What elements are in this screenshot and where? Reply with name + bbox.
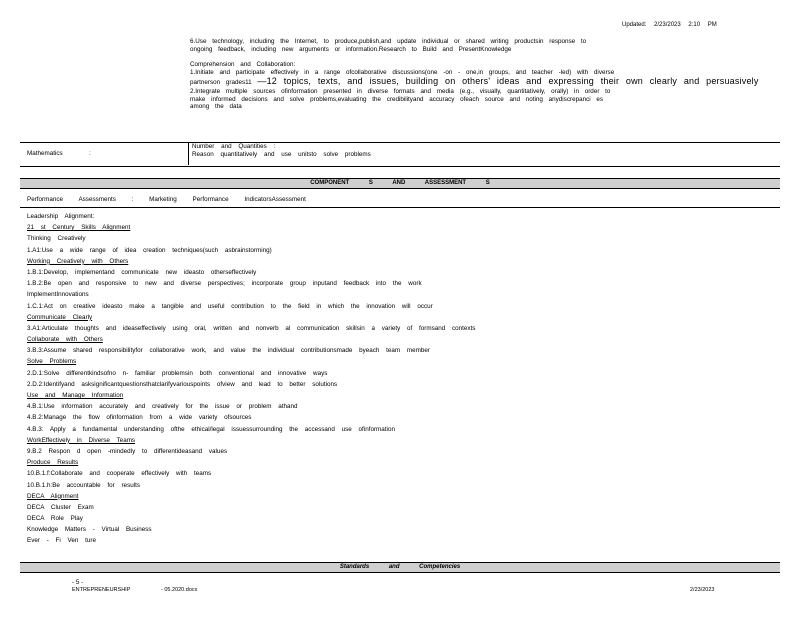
alignment-line: 4.B.2:Manage the flow ofinformation from a wide variety ofsources	[27, 414, 252, 422]
alignment-line: Leadership Alignment:	[27, 213, 95, 220]
table-divider	[188, 142, 189, 165]
mathematics-content	[192, 143, 371, 159]
alignment-heading: DECA Alignment	[27, 492, 79, 500]
footer-file: - 05.2020.docx	[161, 587, 198, 593]
table-rule	[20, 166, 780, 167]
alignment-line: 4.B.3: Apply a fundamental understanding ofthe ethical/legal issuessurrounding the accessand use ofinformation	[27, 425, 395, 433]
standard-line: 1.Initiate and participate effectively in a range ofcollaborative discussions(one -on - one,in groups, and teacher -led) with diverse	[190, 68, 615, 76]
alignment-line: 3.A1:Articulate thoughts and ideaseffectively using oral, written and nonverb al communication skillsin a variety of formsand contexts	[27, 324, 476, 332]
alignment-line: DECA Cluster Exam	[27, 503, 94, 511]
mathematics-label: Mathematics	[27, 150, 63, 157]
alignment-line: 10.B.1.f:Collaborate and cooperate effectively with teams	[27, 470, 212, 478]
alignment-content	[27, 213, 727, 549]
comprehension-heading: Comprehension and Collaboration:	[190, 60, 296, 68]
alignment-heading: 21 st Century Skills Alignment	[27, 224, 131, 232]
alignment-line: 1.B.2:Be open and responsive to new and diverse perspectives; incorporate group inputand feedback into the work	[27, 280, 422, 288]
alignment-line: Thinking Creatively	[27, 235, 86, 243]
alignment-line: 3.B.3:Assume shared responsibilityfor collaborative work, and value the individual contributionsmade byeach team member	[27, 347, 431, 355]
alignment-line: Ever - Fi Ven ture	[27, 537, 96, 545]
alignment-heading: Working Creatively with Others	[27, 257, 129, 265]
standard-fragment-large: —12 topics, texts, and issues, building on others' ideas and expressing their own clearly and persuasively	[257, 76, 759, 87]
standard-line: 6.Use technology, including the Internet, to produce,publish,and update individual or shared writing productsin response to	[190, 38, 587, 45]
standard-line	[190, 76, 780, 87]
updated-timestamp: Updated: 2/23/2023 2:10 PM	[622, 22, 717, 28]
performance-assessments-row: Performance Assessments : Marketing Performance IndicatorsAssessment	[27, 196, 306, 203]
alignment-heading: Produce Results	[27, 459, 79, 467]
mathematics-line: Reason quantitatively and use unitsto solve problems	[192, 150, 371, 158]
alignment-line: 1.A1:Use a wide range of idea creation techniques(such asbrainstorming)	[27, 246, 272, 254]
alignment-line: 4.B.1:Use information accurately and creatively for the issue or problem athand	[27, 403, 298, 411]
components-assessments-bar: COMPONENT S AND ASSESSMENT S	[20, 178, 780, 189]
alignment-line: 10.B.1.h:Be accountable for results	[27, 481, 141, 489]
standard-line: among the data	[190, 103, 242, 111]
standards-competencies-bar: Standards and Competencies	[20, 562, 780, 573]
standard-fragment: partnerson grades11	[190, 79, 252, 87]
standard-line: ongoing feedback, including new arguments or information.Research to Build and PresentKnowledge	[190, 45, 512, 53]
alignment-line: 2.D.2:Identifyand asksignificantquestionsthatclarifyvariouspoints ofview and lead to better solutions	[27, 380, 338, 388]
alignment-line: 2.D.1:Solve differentkindsofno n- familiar problemsin both conventional and innovative ways	[27, 369, 328, 377]
footer-date: 2/23/2023	[690, 587, 715, 593]
alignment-heading: Solve Problems	[27, 358, 77, 366]
table-rule	[20, 142, 780, 143]
footer-program: ENTREPRENEURSHIP	[72, 587, 131, 593]
alignment-line: 1.B.1:Develop, implementand communicate new ideasto otherseffectively	[27, 268, 257, 276]
alignment-heading: Use and Manage Information	[27, 392, 124, 399]
mathematics-heading: Number and Quantities :	[192, 143, 276, 150]
page-number: - 5 -	[72, 579, 84, 586]
alignment-line: DECA Role Play	[27, 515, 83, 523]
standard-line: make informed decisions and solve problems,evaluating the credibilityand accuracy ofeach source and noting anydiscrepanci es	[190, 95, 604, 103]
table-rule	[20, 207, 780, 208]
alignment-line: ImplementInnovations	[27, 291, 89, 299]
mathematics-colon: :	[89, 150, 91, 157]
alignment-line: Knowledge Matters - Virtual Business	[27, 526, 152, 534]
ela-standards-block	[190, 38, 780, 111]
alignment-heading: Collaborate with Others	[27, 336, 103, 344]
alignment-line: 1.C.1:Act on creative ideasto make a tangible and useful contribution to the field in which the innovation will occur	[27, 302, 433, 310]
standard-line: 2.Integrate multiple sources ofinformation presented in diverse formats and media (e.g., visually, quantitatively, orally) in order to	[190, 87, 611, 95]
alignment-heading: Communicate Clearly	[27, 313, 93, 321]
alignment-line: 9.B.2 Respon d open -mindedly to differentideasand values	[27, 447, 228, 455]
alignment-heading: WorkEffectively in Diverse Teams	[27, 436, 136, 444]
